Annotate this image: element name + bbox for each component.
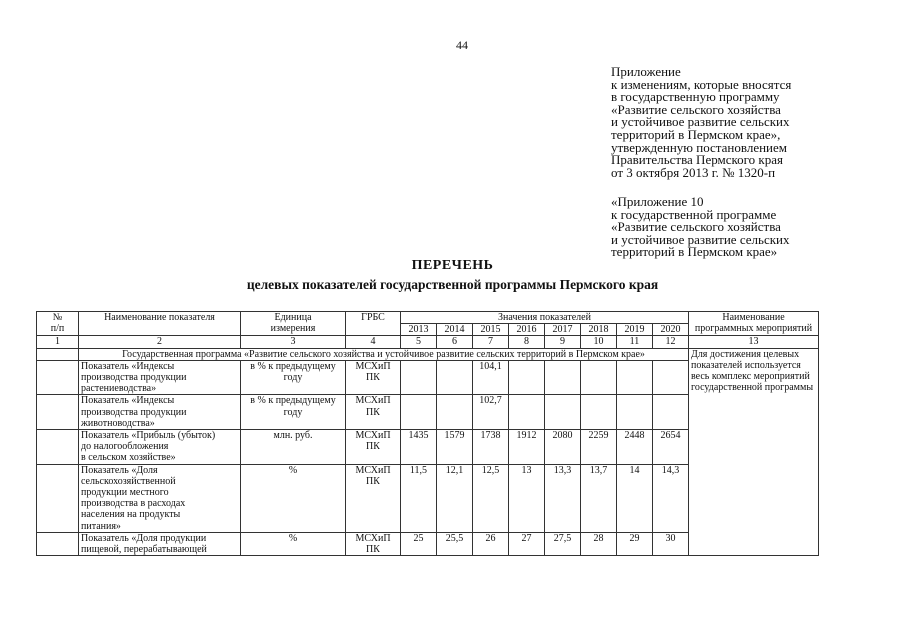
indicator-grbs: МСХиП ПК — [346, 360, 401, 395]
column-number: 9 — [545, 336, 581, 348]
appendix-line: утвержденную постановлением — [611, 139, 788, 155]
indicator-value: 1579 — [437, 430, 473, 465]
indicator-value: 2080 — [545, 430, 581, 465]
header-program-events: Наименование программных мероприятий — [689, 312, 819, 336]
indicator-value: 104,1 — [473, 360, 509, 395]
header-year: 2015 — [473, 324, 509, 336]
header-unit: Единица измерения — [241, 312, 346, 336]
indicator-value: 2654 — [653, 430, 689, 465]
column-number: 6 — [437, 336, 473, 348]
appendix-block-amendments — [611, 66, 791, 179]
header-year: 2014 — [437, 324, 473, 336]
column-number: 11 — [617, 336, 653, 348]
indicator-value: 27,5 — [545, 532, 581, 555]
header-year: 2018 — [581, 324, 617, 336]
column-number: 3 — [241, 336, 346, 348]
appendix-line: Приложение — [611, 64, 681, 79]
header-year: 2020 — [653, 324, 689, 336]
appendix-block-10 — [611, 196, 789, 259]
document-title: ПЕРЕЧЕНЬ — [411, 258, 494, 273]
program-title: Государственная программа «Развитие сельского хозяйства и устойчивое развитие сельских территорий в Пермском крае» — [79, 348, 689, 360]
column-number: 1 — [37, 336, 79, 348]
header-grbs: ГРБС — [346, 312, 401, 336]
indicator-value: 13,7 — [581, 464, 617, 532]
indicator-unit: в % к предыдущему году — [241, 395, 346, 430]
row-num-cell — [37, 395, 79, 430]
indicator-value: 28 — [581, 532, 617, 555]
column-number: 4 — [346, 336, 401, 348]
appendix-line: «Приложение 10 — [611, 194, 704, 209]
program-row — [37, 348, 819, 360]
indicator-unit: % — [241, 464, 346, 532]
indicator-value: 25 — [401, 532, 437, 555]
column-number: 10 — [581, 336, 617, 348]
header-num: № п/п — [37, 312, 79, 336]
header-indicator-name: Наименование показателя — [79, 312, 241, 336]
indicator-value: 30 — [653, 532, 689, 555]
column-number: 13 — [689, 336, 819, 348]
header-year: 2016 — [509, 324, 545, 336]
column-number: 2 — [79, 336, 241, 348]
header-year: 2019 — [617, 324, 653, 336]
indicator-grbs: МСХиП ПК — [346, 532, 401, 555]
header-year: 2013 — [401, 324, 437, 336]
indicator-value — [581, 395, 617, 430]
indicator-value: 14 — [617, 464, 653, 532]
indicator-value: 25,5 — [437, 532, 473, 555]
header-year: 2017 — [545, 324, 581, 336]
indicators-table — [36, 311, 819, 556]
indicator-value: 1912 — [509, 430, 545, 465]
column-number: 5 — [401, 336, 437, 348]
indicator-name: Показатель «Доля продукции пищевой, перерабатывающей — [79, 532, 241, 555]
appendix-line: к изменениям, которые вносятся — [611, 76, 792, 92]
indicator-value: 14,3 — [653, 464, 689, 532]
indicator-name: Показатель «Прибыль (убыток) до налогообложения в сельском хозяйстве» — [79, 430, 241, 465]
indicator-value — [617, 360, 653, 395]
indicator-value — [545, 360, 581, 395]
indicator-value: 26 — [473, 532, 509, 555]
indicator-value: 2259 — [581, 430, 617, 465]
appendix-line: и устойчивое развитие сельских — [611, 231, 790, 247]
indicator-value — [401, 395, 437, 430]
indicator-value: 13 — [509, 464, 545, 532]
appendix-line: «Развитие сельского хозяйства — [611, 101, 781, 117]
indicator-grbs: МСХиП ПК — [346, 464, 401, 532]
indicator-value: 29 — [617, 532, 653, 555]
indicator-grbs: МСХиП ПК — [346, 430, 401, 465]
indicator-unit: млн. руб. — [241, 430, 346, 465]
row-num-cell — [37, 532, 79, 555]
appendix-line: в государственную программу — [611, 89, 780, 105]
indicator-value — [509, 360, 545, 395]
indicator-value: 13,3 — [545, 464, 581, 532]
appendix-line: «Развитие сельского хозяйства — [611, 219, 781, 235]
indicator-value: 12,5 — [473, 464, 509, 532]
indicator-value: 12,1 — [437, 464, 473, 532]
document-subtitle: целевых показателей государственной программы Пермского края — [246, 277, 659, 292]
row-num-cell — [37, 430, 79, 465]
indicator-value: 1435 — [401, 430, 437, 465]
column-number: 12 — [653, 336, 689, 348]
indicator-value: 2448 — [617, 430, 653, 465]
appendix-line: от 3 октября 2013 г. № 1320-п — [611, 164, 776, 180]
indicator-name: Показатель «Доля сельскохозяйственной продукции местного производства в расходах населения на продукты питания» — [79, 464, 241, 532]
indicator-value: 11,5 — [401, 464, 437, 532]
table-column-numbers-row — [37, 336, 819, 348]
indicator-value — [509, 395, 545, 430]
row-num-cell — [37, 464, 79, 532]
column-number: 7 — [473, 336, 509, 348]
column-number: 8 — [509, 336, 545, 348]
indicator-grbs: МСХиП ПК — [346, 395, 401, 430]
indicator-value — [653, 360, 689, 395]
row-num-cell — [37, 360, 79, 395]
appendix-line: и устойчивое развитие сельских — [611, 114, 790, 130]
indicator-value: 102,7 — [473, 395, 509, 430]
appendix-line: Правительства Пермского края — [611, 152, 783, 168]
indicator-value — [617, 395, 653, 430]
program-events-note: Для достижения целевых показателей используется весь комплекс мероприятий государственной программы — [689, 348, 819, 556]
indicator-value — [437, 395, 473, 430]
table-header-row — [37, 312, 819, 324]
program-num-cell — [37, 348, 79, 360]
table-body — [37, 312, 819, 556]
indicator-value — [545, 395, 581, 430]
indicator-value — [653, 395, 689, 430]
page-number: 44 — [456, 38, 468, 52]
header-values-group: Значения показателей — [401, 312, 689, 324]
indicator-value: 27 — [509, 532, 545, 555]
indicator-value — [401, 360, 437, 395]
indicator-name: Показатель «Индексы производства продукции растениеводства» — [79, 360, 241, 395]
indicator-value — [437, 360, 473, 395]
indicator-value: 1738 — [473, 430, 509, 465]
indicator-name: Показатель «Индексы производства продукции животноводства» — [79, 395, 241, 430]
indicator-unit: % — [241, 532, 346, 555]
appendix-line: к государственной программе — [611, 206, 777, 222]
appendix-line: территорий в Пермском крае», — [611, 126, 781, 142]
indicator-value — [581, 360, 617, 395]
appendix-line: территорий в Пермском крае» — [611, 244, 778, 260]
indicator-unit: в % к предыдущему году — [241, 360, 346, 395]
